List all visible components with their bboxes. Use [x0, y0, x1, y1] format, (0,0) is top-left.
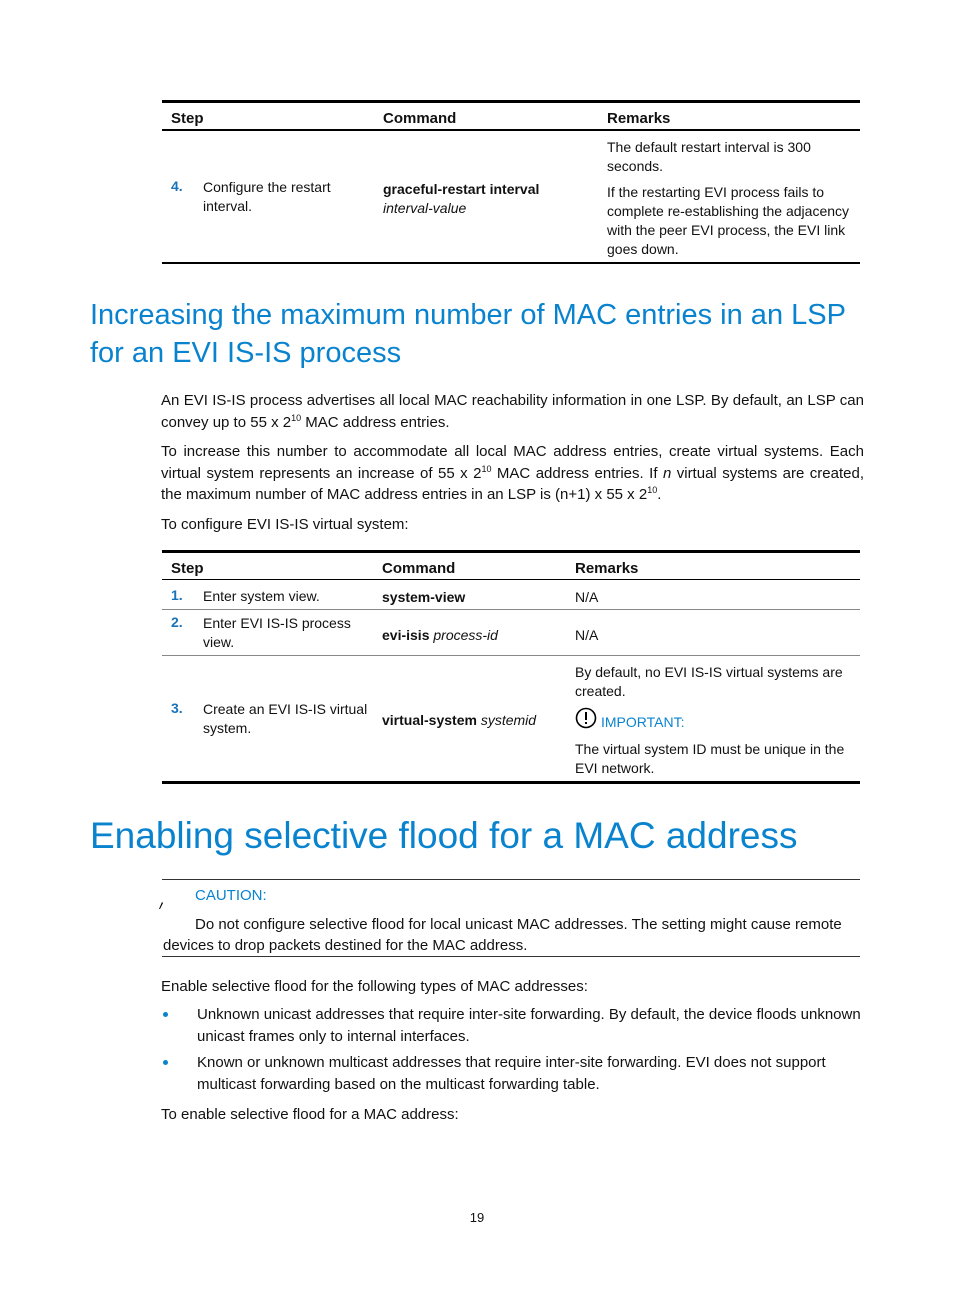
- command-cell: [383, 180, 593, 218]
- important-icon: [575, 707, 597, 734]
- header-remarks: Remarks: [607, 110, 671, 127]
- paragraph-selective-intro: Enable selective flood for the following types of MAC addresses:: [161, 978, 588, 995]
- step-description: Enter system view.: [203, 588, 320, 604]
- step-number: 2.: [171, 614, 183, 630]
- paragraph-virtual-systems: To increase this number to accommodate all local MAC address entries, create virtual systems. Each virtual system represents an increase of 55 x $2^{10}$ MAC address entries. If n virtual systems are created, the maximum number of MAC address entries in an LSP is (n+1) x 55 x $2^{10}$.: [161, 443, 864, 503]
- header-remarks: Remarks: [575, 560, 639, 577]
- remark-detail: If the restarting EVI process fails to complete re-establishing the adjacency with the peer EVI process, the EVI link goes down.: [607, 184, 850, 257]
- table-bottom-rule: [162, 262, 860, 264]
- step-number: 4.: [171, 178, 183, 194]
- step-description: Create an EVI IS-IS virtual system.: [203, 701, 368, 736]
- command-argument: interval-value: [383, 200, 467, 216]
- table-top-rule: [162, 550, 860, 553]
- bullet-icon: [162, 1012, 170, 1020]
- caution-label: CAUTION:: [195, 887, 267, 904]
- remark-cell: By default, no EVI IS-IS virtual systems are created.: [575, 664, 843, 699]
- caution-bottom-rule: [162, 956, 860, 957]
- section-heading-mac-entries: Increasing the maximum number of MAC entries in an LSP for an EVI IS-IS process: [90, 299, 846, 369]
- command-keyword: graceful-restart interval: [383, 181, 540, 197]
- table-header-rule: [162, 579, 860, 580]
- header-step: Step: [171, 110, 204, 127]
- remark-cell: N/A: [575, 627, 599, 643]
- table-top-rule: [162, 100, 860, 103]
- step-number: 1.: [171, 587, 183, 603]
- paragraph-configure-intro: To configure EVI IS-IS virtual system:: [161, 516, 409, 533]
- caution-text: Do not configure selective flood for local unicast MAC addresses. The setting might cause remote devices to drop packets destined for the MAC address.: [163, 916, 842, 954]
- table-header-rule: [162, 129, 860, 131]
- header-command: Command: [383, 110, 457, 127]
- row-divider: [162, 609, 860, 610]
- list-item: Unknown unicast addresses that require inter-site forwarding. By default, the device floods unknown unicast frames only to internal interfaces.: [197, 1006, 861, 1045]
- caution-icon: [158, 897, 166, 915]
- command-cell: system-view: [382, 589, 466, 605]
- page-number: 19: [469, 1210, 485, 1225]
- header-command: Command: [382, 560, 456, 577]
- command-cell: virtual-system systemid: [382, 712, 537, 728]
- step-description: Enter EVI IS-IS process view.: [203, 615, 351, 650]
- important-text: The virtual system ID must be unique in the EVI network.: [575, 741, 845, 776]
- paragraph-selective-outro: To enable selective flood for a MAC address:: [161, 1106, 459, 1123]
- caution-top-rule: [162, 879, 860, 880]
- step-number: 3.: [171, 700, 183, 716]
- paragraph-lsp-default: An EVI IS-IS process advertises all local MAC reachability information in one LSP. By default, an LSP can convey up to 55 x $2^{10}$ MAC address entries.: [161, 392, 864, 431]
- step-description: Configure the restart interval.: [203, 179, 331, 214]
- remark-default: The default restart interval is 300 seconds.: [607, 139, 811, 174]
- important-label: IMPORTANT:: [601, 714, 685, 730]
- section-heading-selective-flood: Enabling selective flood for a MAC address: [90, 815, 798, 856]
- header-step: Step: [171, 560, 204, 577]
- list-item: Known or unknown multicast addresses that require inter-site forwarding. EVI does not support multicast forwarding based on the multicast forwarding table.: [197, 1054, 826, 1093]
- command-cell: evi-isis process-id: [382, 627, 498, 643]
- row-divider: [162, 655, 860, 656]
- table-bottom-rule: [162, 781, 860, 784]
- remark-cell: N/A: [575, 589, 599, 605]
- bullet-icon: [162, 1060, 170, 1068]
